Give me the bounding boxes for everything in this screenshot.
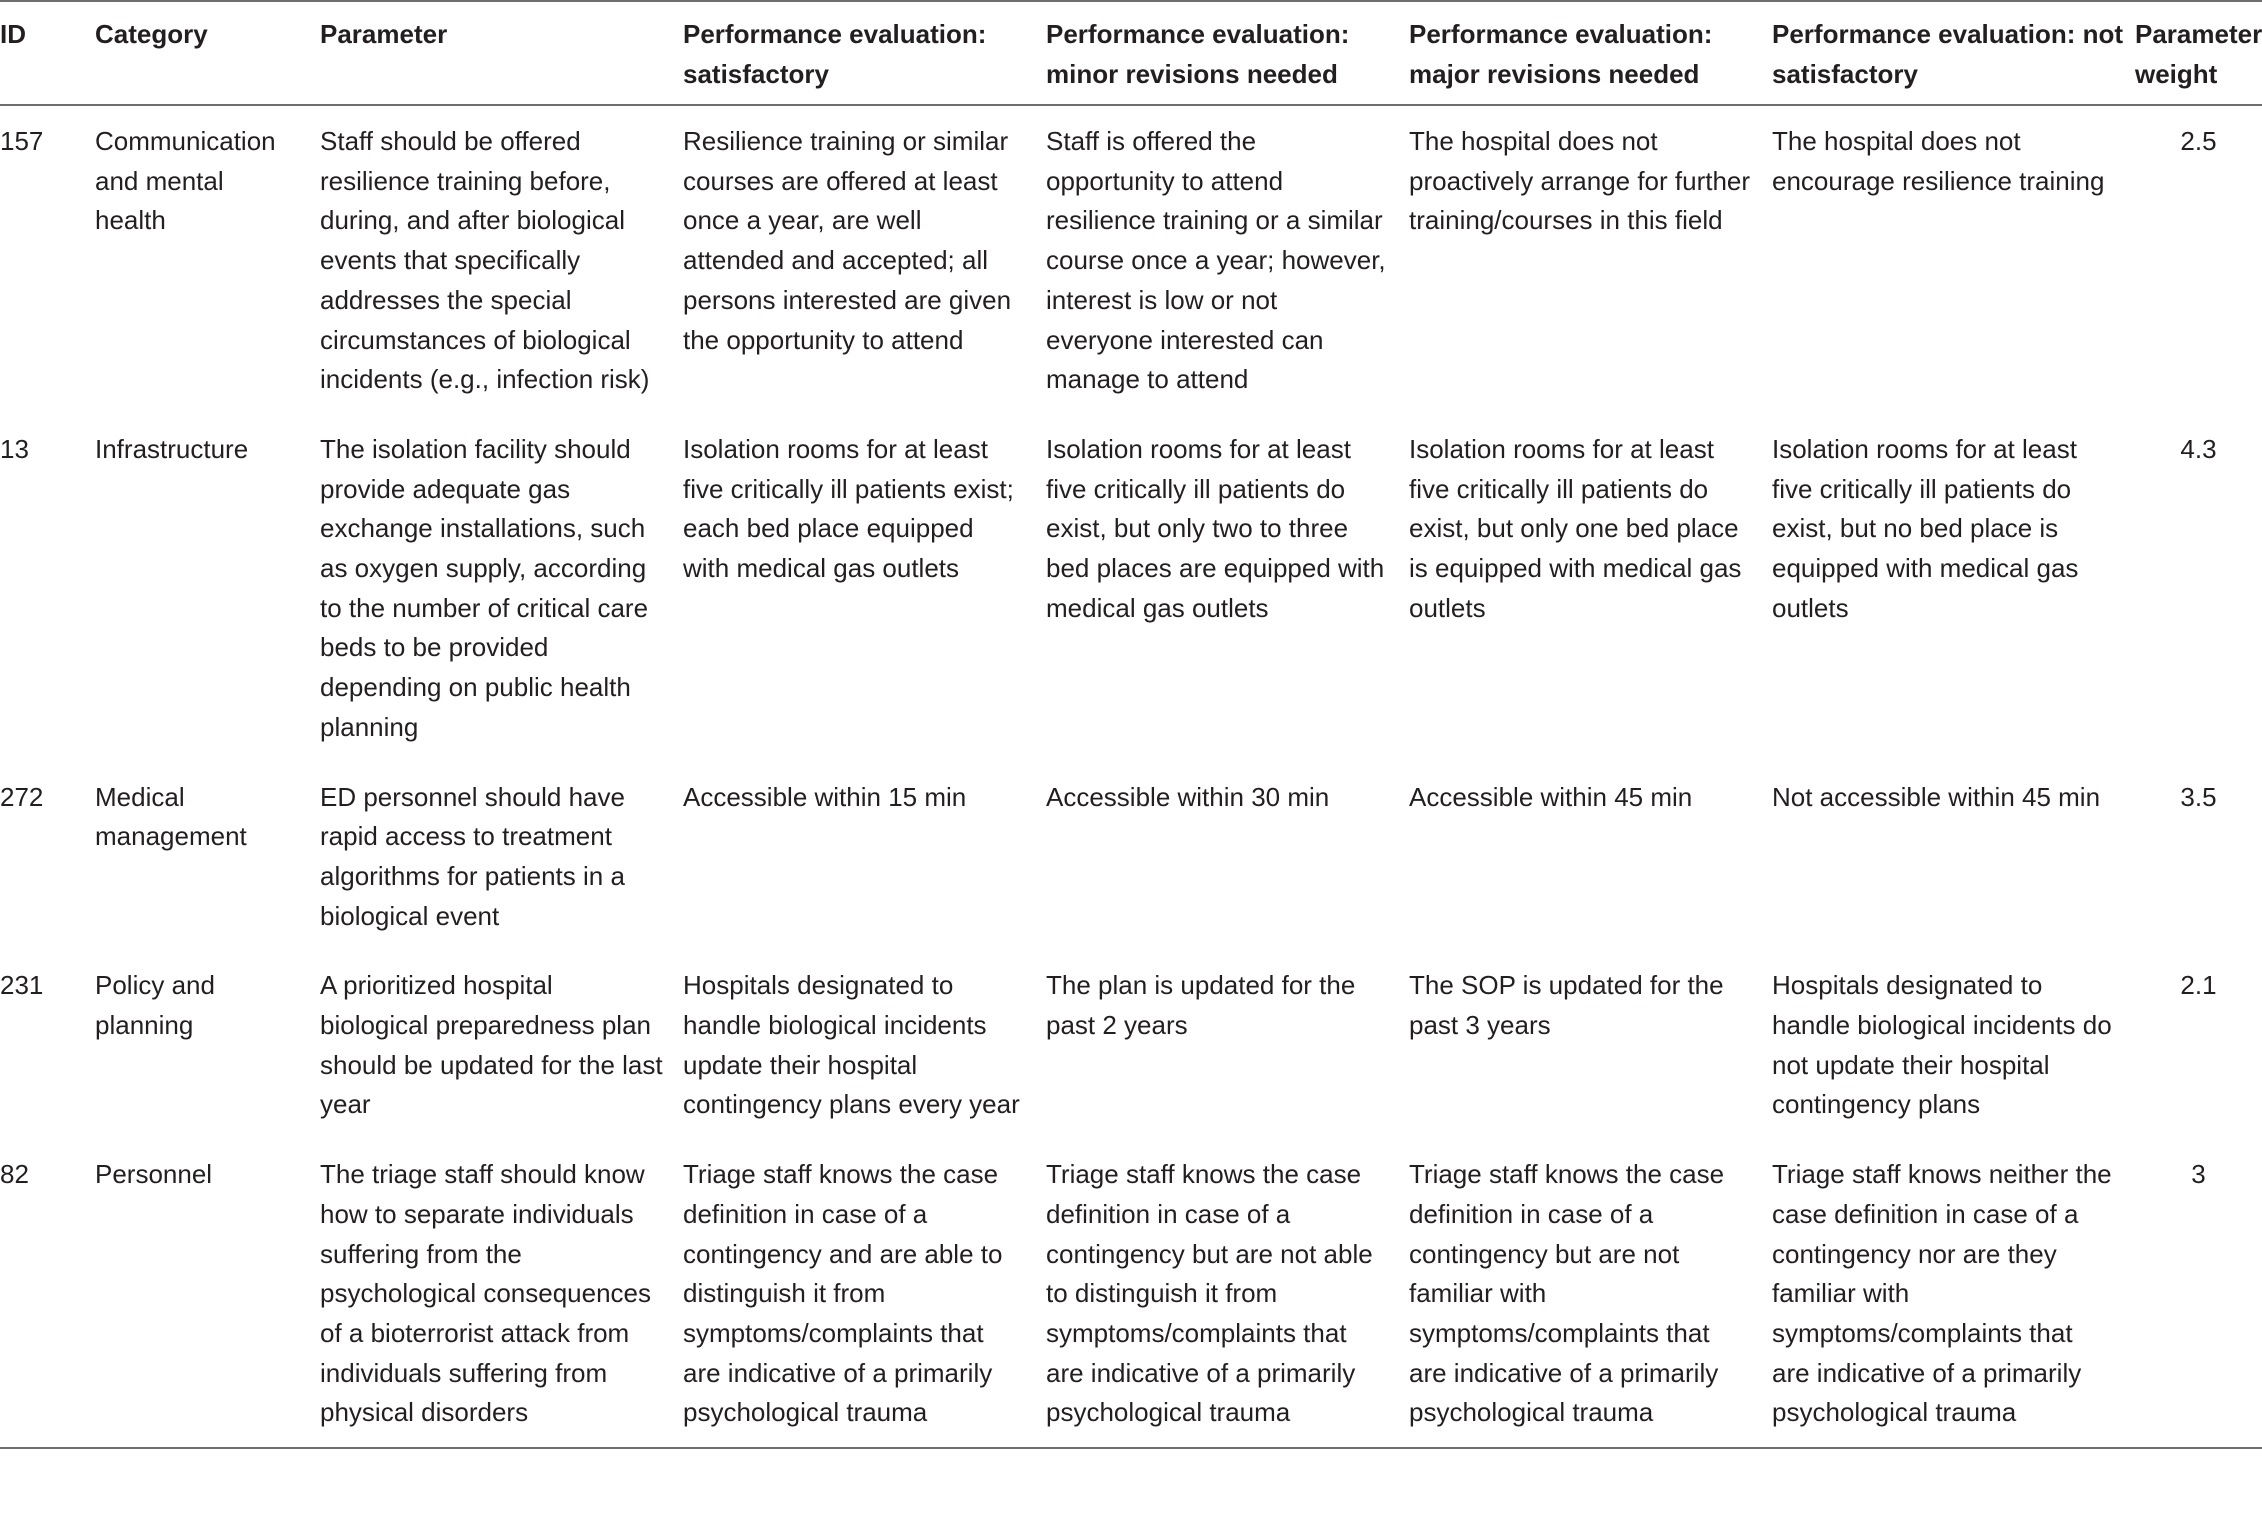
table-row <box>0 950 2262 1139</box>
cell-weight: 2.5 <box>2180 126 2217 156</box>
header-parameter: Parameter <box>320 19 448 49</box>
cell-satisfactory: Hospitals designated to handle biological incidents update their hospital contingency plans every year <box>683 970 1020 1120</box>
cell-minor-revisions: Accessible within 30 min <box>1046 781 1330 812</box>
cell-not-satisfactory: Hospitals designated to handle biological incidents do not update their hospital contingency plans <box>1772 970 2112 1120</box>
table-body <box>0 105 2262 1448</box>
cell-parameter: A prioritized hospital biological preparedness plan should be updated for the last year <box>320 970 663 1120</box>
table-row <box>0 105 2262 414</box>
cell-id: 82 <box>0 1159 29 1190</box>
cell-minor-revisions: Staff is offered the opportunity to attend resilience training or a similar course once a year; however, interest is low or not everyone interested can manage to attend <box>1046 126 1386 395</box>
cell-minor-revisions: Triage staff knows the case definition in case of a contingency but are not able to distinguish it from symptoms/complaints that are indicative of a primarily psychological trauma <box>1046 1159 1373 1428</box>
table-header <box>0 1 2262 105</box>
cell-satisfactory: Accessible within 15 min <box>683 781 967 812</box>
cell-major-revisions: Isolation rooms for at least five critically ill patients do exist, but only one bed place is equipped with medical gas outlets <box>1409 433 1742 623</box>
header-weight: Parameter weight <box>2135 19 2262 89</box>
cell-weight: 3 <box>2191 1159 2206 1190</box>
cell-major-revisions: The SOP is updated for the past 3 years <box>1409 970 1724 1041</box>
cell-parameter: The isolation facility should provide adequate gas exchange installations, such as oxygen supply, according to the number of critical care beds to be provided depending on public health planning <box>320 433 649 742</box>
cell-weight: 2.1 <box>2180 970 2217 1001</box>
table-row <box>0 1139 2262 1448</box>
header-major-revisions: Performance evaluation: major revisions needed <box>1409 19 1713 89</box>
table-row <box>0 414 2262 762</box>
cell-weight: 4.3 <box>2180 433 2217 464</box>
cell-id: 231 <box>0 970 44 1001</box>
cell-major-revisions: The hospital does not proactively arrange for further training/courses in this field <box>1409 126 1751 236</box>
cell-satisfactory: Resilience training or similar courses are offered at least once a year, are well attended and accepted; all persons interested are given the opportunity to attend <box>683 126 1012 355</box>
cell-minor-revisions: Isolation rooms for at least five critically ill patients do exist, but only two to three bed places are equipped with medical gas outlets <box>1046 433 1385 623</box>
cell-id: 157 <box>0 126 44 156</box>
cell-satisfactory: Isolation rooms for at least five critically ill patients exist; each bed place equipped with medical gas outlets <box>683 433 1014 584</box>
header-satisfactory: Performance evaluation: satisfactory <box>683 19 987 89</box>
cell-minor-revisions: The plan is updated for the past 2 years <box>1046 970 1356 1041</box>
cell-parameter: ED personnel should have rapid access to treatment algorithms for patients in a biological event <box>320 781 625 931</box>
cell-not-satisfactory: Triage staff knows neither the case definition in case of a contingency nor are they familiar with symptoms/complaints that are indicative of a primarily psychological trauma <box>1772 1159 2112 1428</box>
cell-major-revisions: Triage staff knows the case definition in case of a contingency but are not familiar with symptoms/complaints that are indicative of a primarily psychological trauma <box>1409 1159 1725 1428</box>
cell-satisfactory: Triage staff knows the case definition in case of a contingency and are able to distinguish it from symptoms/complaints that are indicative of a primarily psychological trauma <box>683 1159 1003 1428</box>
cell-id: 272 <box>0 781 44 812</box>
cell-parameter: Staff should be offered resilience training before, during, and after biological events that specifically addresses the special circumstances of biological incidents (e.g., infection risk) <box>320 126 650 395</box>
table-row <box>0 762 2262 951</box>
header-not-satisfactory: Performance evaluation: not satisfactory <box>1772 19 2124 89</box>
header-id: ID <box>0 19 26 49</box>
header-row <box>0 1 2262 105</box>
header-minor-revisions: Performance evaluation: minor revisions needed <box>1046 19 1350 89</box>
cell-parameter: The triage staff should know how to separate individuals suffering from the psychological consequences of a bioterrorist attack from individuals suffering from physical disorders <box>320 1159 651 1428</box>
cell-category: Medical management <box>95 781 247 852</box>
cell-major-revisions: Accessible within 45 min <box>1409 781 1693 812</box>
cell-not-satisfactory: Isolation rooms for at least five critically ill patients do exist, but no bed place is equipped with medical gas outlets <box>1772 433 2079 623</box>
cell-category: Personnel <box>95 1159 213 1190</box>
cell-category: Communication and mental health <box>95 126 276 236</box>
cell-id: 13 <box>0 433 29 464</box>
cell-not-satisfactory: The hospital does not encourage resilience training <box>1772 126 2105 196</box>
cell-category: Policy and planning <box>95 970 215 1041</box>
cell-category: Infrastructure <box>95 433 249 464</box>
cell-not-satisfactory: Not accessible within 45 min <box>1772 781 2101 812</box>
header-category: Category <box>95 19 208 49</box>
cell-weight: 3.5 <box>2180 781 2217 812</box>
